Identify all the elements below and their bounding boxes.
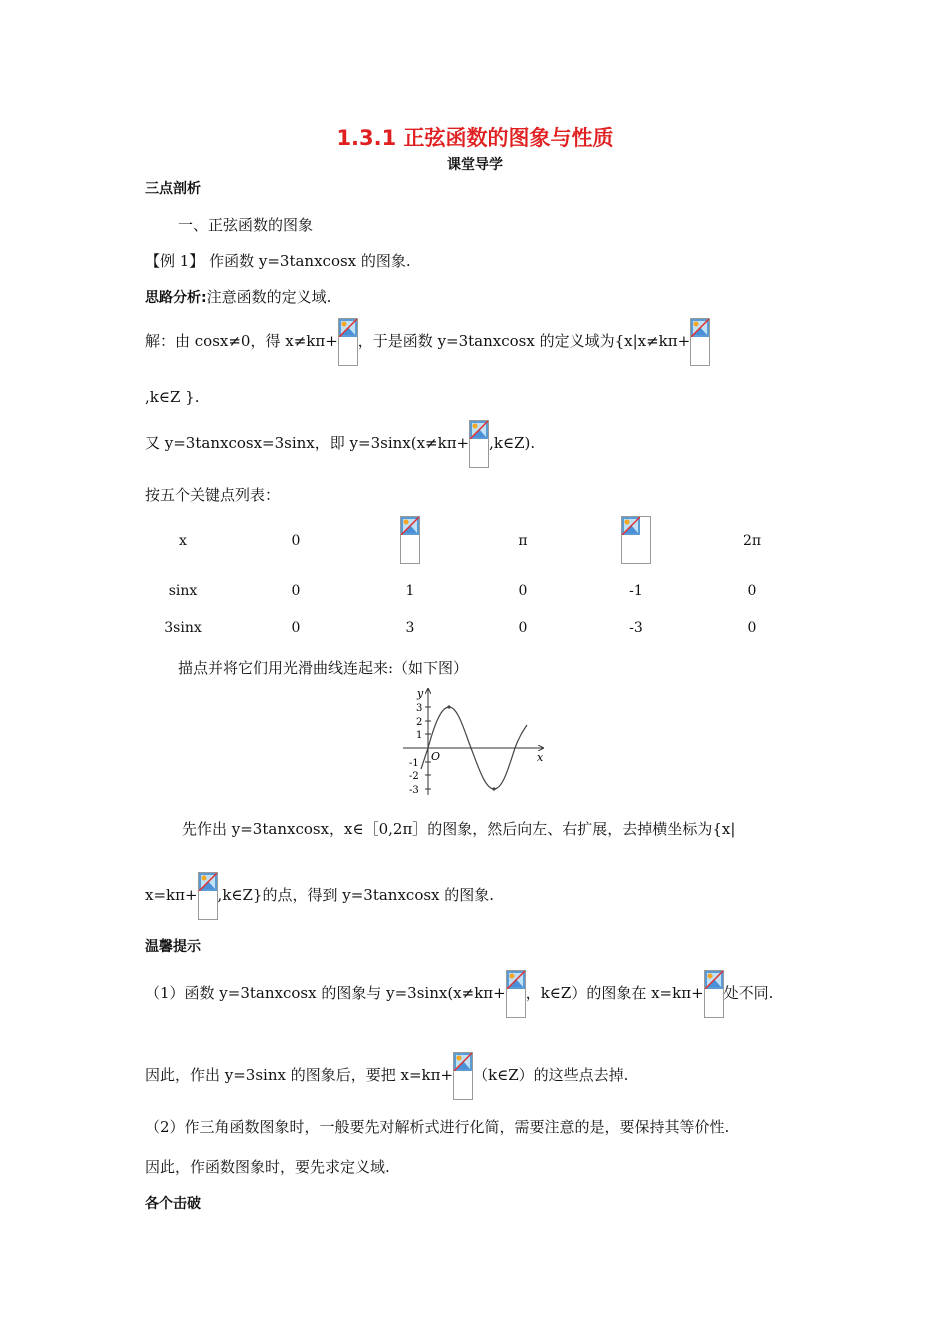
broken-image-icon	[453, 1052, 473, 1100]
example-1	[145, 250, 411, 271]
equivalence-line	[145, 420, 535, 468]
section-heading-tips: 温馨提示	[145, 939, 201, 955]
broken-image-icon	[198, 872, 218, 920]
tick-label: 1	[416, 730, 423, 741]
list-intro: 按五个关键点列表：	[145, 486, 281, 504]
solution-text-b: ，于是函数 y=3tanxcosx 的定义域为{x|x≠kπ+	[357, 332, 691, 350]
tick-label: 2	[416, 717, 423, 728]
plot-instruction: 描点并将它们用光滑曲线连起来:（如下图）	[178, 659, 469, 677]
broken-image-icon	[400, 516, 420, 564]
table-cell: 0	[747, 583, 757, 599]
tip-1	[145, 970, 773, 1018]
tip-1-continued	[145, 1052, 628, 1100]
page-subtitle: 课堂导学	[447, 157, 503, 173]
table-cell: 0	[518, 583, 528, 599]
analysis-text: 注意函数的定义域.	[206, 288, 332, 306]
tip-1-text-c: 处不同.	[723, 984, 774, 1002]
table-cell: 2π	[742, 533, 762, 549]
solution-line-2: ,k∈Z }.	[145, 388, 200, 406]
expand-line-1: 先作出 y=3tanxcosx，x∈［0,2π］的图象，然后向左、右扩展，去掉横坐标为{x|	[182, 820, 736, 838]
tip-2-continued: 因此，作函数图象时，要先求定义域.	[145, 1158, 390, 1176]
table-cell	[596, 516, 676, 566]
table-cell	[370, 516, 450, 566]
solution-text-a: 解：由 cosx≠0，得 x≠kπ+	[145, 332, 338, 350]
origin-label: O	[431, 750, 441, 763]
solution-line-1	[145, 318, 710, 366]
table-cell: -3	[629, 620, 643, 636]
tip-1-text-b: ，k∈Z）的图象在 x=kπ+	[525, 984, 704, 1002]
tip-2: （2）作三角函数图象时，一般要先对解析式进行化简，需要注意的是，要保持其等价性.	[145, 1118, 730, 1136]
table-cell: 0	[291, 583, 301, 599]
tip-1-text-a: （1）函数 y=3tanxcosx 的图象与 y=3sinx(x≠kπ+	[145, 984, 506, 1002]
tick-label: -3	[409, 785, 419, 796]
table-cell: 0	[291, 533, 301, 549]
analysis-line	[145, 286, 331, 307]
analysis-label: 思路分析:	[145, 290, 207, 306]
broken-image-icon	[704, 970, 724, 1018]
expand-line-2	[145, 872, 494, 920]
table-cell: 3	[405, 620, 415, 636]
heading-sine-graph: 一、正弦函数的图象	[178, 216, 314, 234]
table-cell: 0	[291, 620, 301, 636]
tick-label: -1	[409, 758, 419, 769]
table-cell: x	[179, 533, 187, 549]
expand-text-b: ,k∈Z}的点，得到 y=3tanxcosx 的图象.	[217, 886, 495, 904]
page-title: 1.3.1 正弦函数的图象与性质	[336, 126, 614, 150]
table-cell: -1	[629, 583, 643, 599]
equivalence-text-b: ,k∈Z).	[489, 434, 536, 452]
table-cell: π	[518, 533, 528, 549]
table-cell: sinx	[168, 583, 198, 599]
tick-label: -2	[409, 771, 419, 782]
table-cell: 0	[518, 620, 528, 636]
equivalence-text-a: 又 y=3tanxcosx=3sinx，即 y=3sinx(x≠kπ+	[145, 434, 470, 452]
broken-image-icon	[338, 318, 358, 366]
sine-graph	[395, 685, 555, 800]
table-cell: 3sinx	[164, 620, 202, 636]
example-text: 作函数 y=3tanxcosx 的图象.	[209, 252, 411, 270]
x-axis-label: x	[537, 751, 544, 764]
example-label: 【例 1】	[145, 252, 205, 270]
expand-text-a: x=kπ+	[145, 886, 198, 904]
table-cell: 1	[405, 583, 415, 599]
tip-1-cont-text-b: （k∈Z）的这些点去掉.	[473, 1066, 629, 1084]
section-heading-analysis: 三点剖析	[145, 181, 201, 197]
broken-image-icon	[469, 420, 489, 468]
broken-image-icon	[506, 970, 526, 1018]
tip-1-cont-text-a: 因此，作出 y=3sinx 的图象后，要把 x=kπ+	[145, 1066, 454, 1084]
section-heading-practice: 各个击破	[145, 1196, 201, 1212]
table-cell: 0	[747, 620, 757, 636]
broken-image-icon	[690, 318, 710, 366]
tick-label: 3	[416, 703, 423, 714]
broken-image-icon	[621, 516, 651, 564]
y-axis-label: y	[417, 687, 424, 700]
